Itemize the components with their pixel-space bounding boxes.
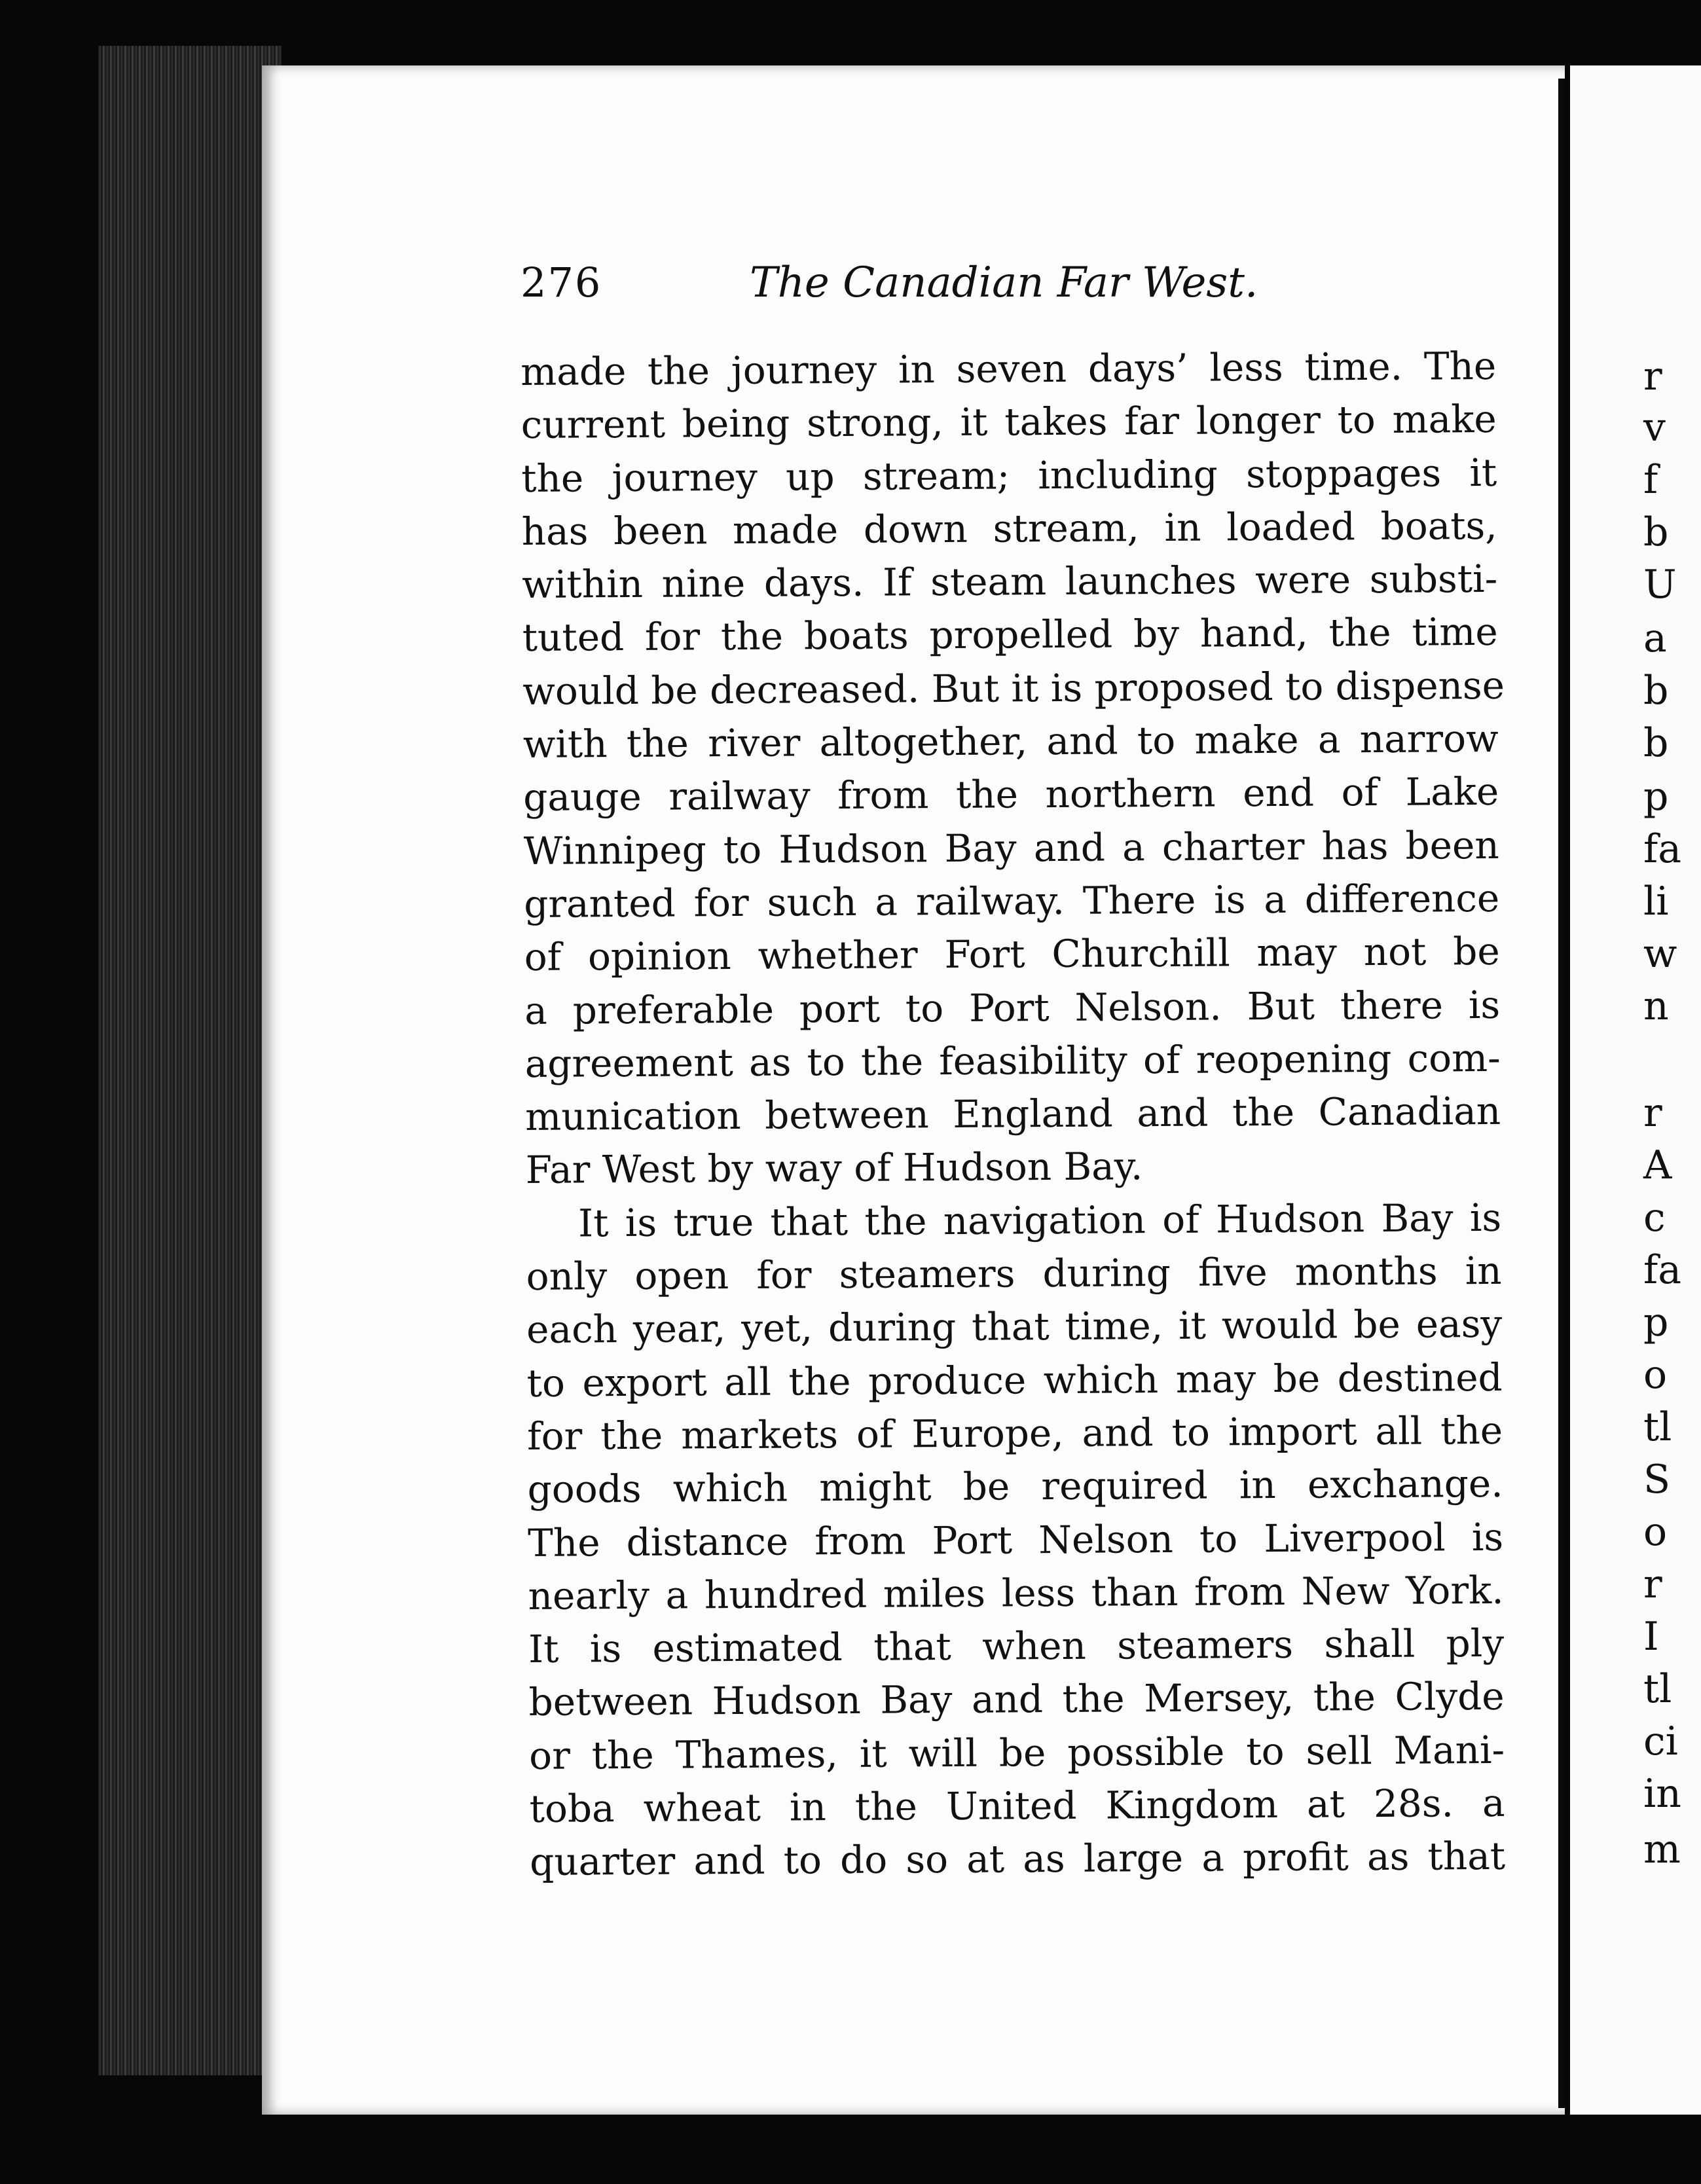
text-line: each year, yet, during that time, it would be easy bbox=[526, 1301, 1503, 1353]
facing-page-fragment: li bbox=[1643, 879, 1669, 924]
facing-page-fragment: S bbox=[1643, 1457, 1671, 1502]
text-line: tuted for the boats propelled by hand, the time bbox=[522, 610, 1498, 661]
text-line: for the markets of Europe, and to import all the bbox=[526, 1408, 1503, 1459]
text-line: within nine days. If steam launches were substi- bbox=[522, 556, 1498, 608]
text-line: or the Thames, it will be possible to sell Mani- bbox=[528, 1727, 1505, 1778]
text-line: Winnipeg to Hudson Bay and a charter has been bbox=[523, 822, 1499, 873]
facing-page-fragment: v bbox=[1643, 405, 1666, 450]
text-line: agreement as to the feasibility of reopening com- bbox=[524, 1035, 1501, 1086]
facing-page-fragment: p bbox=[1643, 774, 1669, 820]
facing-page-fragment: f bbox=[1643, 457, 1658, 503]
text-line: current being strong, it takes far longer to make bbox=[521, 397, 1497, 448]
text-line: with the river altogether, and to make a narrow bbox=[522, 716, 1499, 767]
text-line: has been made down stream, in loaded boats, bbox=[521, 503, 1497, 554]
facing-page-fragment: in bbox=[1643, 1771, 1681, 1817]
page-header bbox=[521, 259, 1258, 318]
text-line: a preferable port to Port Nelson. But there is bbox=[524, 982, 1501, 1033]
running-title: The Canadian Far West. bbox=[750, 259, 1258, 307]
text-line: quarter and to do so at as large a profit as that bbox=[529, 1834, 1506, 1885]
text-line: to export all the produce which may be destined bbox=[526, 1355, 1503, 1406]
text-line: Far West by way of Hudson Bay. bbox=[525, 1144, 1143, 1193]
facing-page-fragment: U bbox=[1643, 562, 1677, 608]
facing-page-fragment: tl bbox=[1643, 1404, 1672, 1450]
facing-page-fragment: r bbox=[1643, 1090, 1662, 1136]
text-line: only open for steamers during five months in bbox=[526, 1248, 1502, 1300]
facing-page-fragment: o bbox=[1643, 1509, 1668, 1555]
page-gutter bbox=[1558, 79, 1565, 2108]
text-line: the journey up stream; including stoppages it bbox=[521, 450, 1497, 501]
facing-page-fragment: ci bbox=[1643, 1719, 1678, 1764]
text-line: goods which might be required in exchange. bbox=[527, 1461, 1503, 1512]
facing-page-fragment: b bbox=[1643, 509, 1669, 555]
page-number: 276 bbox=[521, 259, 602, 306]
text-line: It is true that the navigation of Hudson Bay is bbox=[577, 1195, 1502, 1246]
facing-page-fragment: fa bbox=[1643, 1247, 1681, 1293]
text-line: munication between England and the Canadian bbox=[524, 1089, 1501, 1140]
body-text bbox=[521, 340, 1505, 1889]
facing-page-fragment: m bbox=[1643, 1827, 1681, 1872]
facing-page-fragment: a bbox=[1643, 615, 1667, 661]
facing-page-fragment: w bbox=[1643, 931, 1677, 977]
facing-page-fragment: p bbox=[1643, 1300, 1669, 1345]
text-line: nearly a hundred miles less than from New York. bbox=[528, 1567, 1504, 1618]
facing-page-fragment: fa bbox=[1643, 826, 1681, 872]
facing-page-fragment: b bbox=[1643, 720, 1669, 766]
book-page-edges bbox=[98, 46, 282, 2075]
facing-page-fragment: r bbox=[1643, 354, 1662, 399]
facing-page-fragment: b bbox=[1643, 668, 1669, 714]
facing-page-fragment: c bbox=[1643, 1195, 1666, 1241]
text-line: toba wheat in the United Kingdom at 28s. a bbox=[529, 1780, 1505, 1831]
text-line: made the journey in seven days’ less time. The bbox=[521, 343, 1497, 394]
text-line: granted for such a railway. There is a difference bbox=[524, 875, 1500, 926]
facing-page bbox=[1570, 65, 1701, 2115]
text-line: It is estimated that when steamers shall ply bbox=[528, 1620, 1505, 1672]
text-line: of opinion whether Fort Churchill may not be bbox=[524, 929, 1500, 980]
facing-page-fragment: I bbox=[1643, 1614, 1659, 1660]
text-line: The distance from Port Nelson to Liverpool is bbox=[527, 1514, 1504, 1565]
facing-page-fragment: tl bbox=[1643, 1666, 1672, 1712]
facing-page-fragment: A bbox=[1643, 1142, 1672, 1188]
facing-page-fragment: o bbox=[1643, 1352, 1668, 1398]
text-line: between Hudson Bay and the Mersey, the Clyde bbox=[528, 1674, 1505, 1725]
facing-page-fragment: r bbox=[1643, 1561, 1662, 1607]
text-line: would be decreased. But it is proposed to dispense bbox=[522, 663, 1505, 714]
text-line: gauge railway from the northern end of Lake bbox=[523, 769, 1499, 820]
facing-page-fragment: n bbox=[1643, 983, 1669, 1029]
